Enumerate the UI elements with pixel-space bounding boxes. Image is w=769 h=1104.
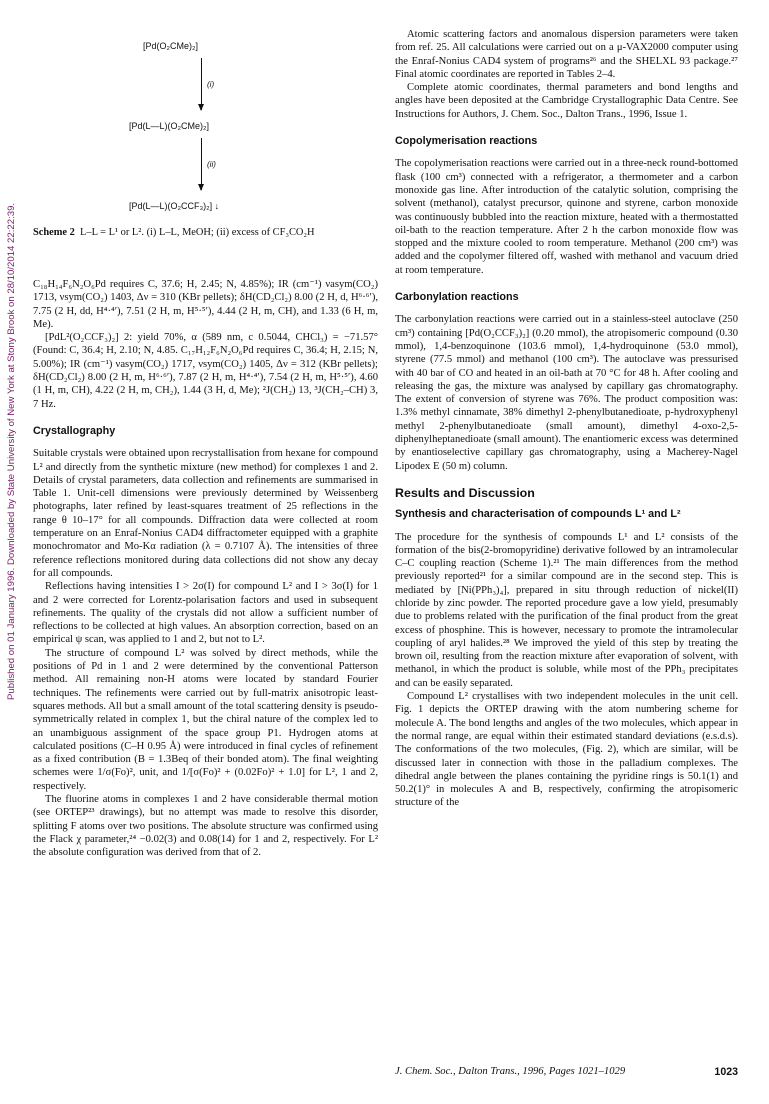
heading-synthesis: Synthesis and characterisation of compounds L¹ and L²	[395, 508, 681, 521]
heading-results-discussion: Results and Discussion	[395, 485, 535, 500]
crystallography-paragraph-2: Reflections having intensities I > 2σ(I) for compound L² and I > 3σ(I) for 1 and 2 were corrected for Lorentz-polarisation factors and used in subsequent refinements. The quality of the crystals did not allow a sufficient number of reflections to be collected at high values. An absorption correction, based on an empirical ψ scan, was applied to 1 and 2, but not to L².	[33, 581, 378, 646]
deposition-paragraph: Complete atomic coordinates, thermal parameters and bond lengths and angles have been deposited at the Cambridge Crystallographic Data Centre. See Instructions for Authors, J. Chem. Soc., Dalton Trans., 1996, Issue 1.	[395, 82, 738, 120]
analysis-paragraph-2: [PdL²(O₂CCF₃)₂] 2: yield 70%, α (589 nm, c 0.5044, CHCl₃) = −71.57° (Found: C, 36.4; H, 2.10; N, 4.85. C₁₇H₁₂F₆N₂O₆Pd requires C, 36.4; H, 2.15; N, 5.00%); IR (cm⁻¹) νasym(CO₂) 1717, νsym(CO₂) 1405, Δν = 312 (KBr pellets); δH(CD₂Cl₂) 8.00 (2 H, m, H⁶·⁶′), 7.87 (2 H, m, H⁴·⁴′), 7.54 (2 H, m, H⁵·⁵′), 4.60 (1 H, m, CH), 4.22 (2 H, m, CH₂), 1.44 (3 H, d, Me); ²J(CH₂) 13, ³J(CH₂–CH) 3, 7 Hz.	[33, 332, 378, 410]
scheme-caption-text: L–L = L¹ or L². (i) L–L, MeOH; (ii) excess of CF₃CO₂H	[80, 227, 315, 238]
crystallography-paragraph-1: Suitable crystals were obtained upon recrystallisation from hexane for compound L² and directly from the synthetic mixture (new method) for complexes 1 and 2. Details of crystal parameters, data collection and refinements are summarised in Table 1. Unit-cell dimensions were previously determined by Weissenberg photographs, later refined by least-squares treatment of 25 reflections in the range θ 10–17° for all compounds. Diffraction data were collected at room temperature on an Enraf-Nonius CAD4 diffractometer equipped with a graphite monochromator and Mo-Kα radiation (λ = 0.7107 Å). The intensities of three reference reflections monitored during data collections did not show any decay for all compounds.	[33, 448, 378, 579]
heading-crystallography: Crystallography	[33, 424, 116, 437]
carbonylation-paragraph: The carbonylation reactions were carried out in a stainless-steel autoclave (250 cm³) containing [Pd(O₂CCF₃)₂] (0.20 mmol), the atropisomeric compound (0.30 mmol), 1,4-benzoquinone (103.6 mmol), 1,4-hydroquinone (53.0 mmol), styrene (77.5 mmol) and methanol (100 cm³). The autoclave was pressurised with 40 bar of CO and heated in an oil-bath at 70 °C for 48 h. After cooling and releasing the gas, the mixture was analysed by capillary gas chromatography. The extent of conversion of styrene was 76%. The product composition was: 1.3% methyl cinnamate, 38% dimethyl 2-phenylbutanedioate, p-hydroxyphenyl methyl 2-phenylbutanedioate (small amount), dimethyl 4-oxo-2,5-diphenylheptanedioate (small amount). The enantiomeric excess was determined by enantioselective capillary gas chromatography, using a Macherey-Nagel Lipodex E (50 m) column.	[395, 314, 738, 472]
scheme-compound-2: [Pd(L—L)(O₂CMe)₂]	[129, 121, 209, 131]
synthesis-paragraph-1: The procedure for the synthesis of compounds L¹ and L² consists of the formation of the bis(2-bromopyridine) derivative followed by an intramolecular C–C coupling reaction (Scheme 1).²¹ The main differences from the method previously reported²¹ for a similar compound are in the second step. This is mediated by [Ni(PPh₃)₄], prepared in situ through reduction of nickel(II) chloride by zinc powder. The reported procedure gave a low yield, presumably due to problems related with the purification of the final product from the great excess of phosphine. This is however, necessary to promote the intramolecular coupling of aryl halides.²⁸ We improved the yield of this step by treating the brown oil, resulting from the reaction mixture after evaporation of solvent, with methanol, in which the product is soluble, while most of the PPh₃ precipitates and can be easily separated.	[395, 531, 738, 689]
scheme-compound-3: [Pd(L—L)(O₂CCF₃)₂] ↓	[129, 201, 220, 211]
reaction-arrow-2	[201, 138, 202, 190]
page-footer	[395, 1066, 738, 1077]
scheme-caption-label: Scheme 2	[33, 227, 75, 238]
scheme-caption	[33, 226, 378, 239]
watermark-text: Published on 01 January 1996. Downloaded by State University of New York at Stony Brook on 28/10/2014 22:22:39.	[6, 202, 17, 700]
download-watermark	[6, 140, 22, 700]
heading-carbonylation: Carbonylation reactions	[395, 291, 519, 304]
analysis-paragraph-1: C₁₈H₁₄F₆N₂O₆Pd requires C, 37.6; H, 2.45; N, 4.85%); IR (cm⁻¹) νasym(CO₂) 1713, νsym(CO₂) 1403, Δν = 310 (KBr pellets); δH(CD₂Cl₂) 8.00 (2 H, d, H⁶·⁶′), 7.75 (2 H, dd, H⁴·⁴′), 7.51 (2 H, m, H⁵·⁵′), 4.44 (2 H, m, CH), and 1.33 (6 H, m, Me).	[33, 279, 378, 330]
reaction-arrow-1	[201, 58, 202, 110]
crystallography-paragraph-4: The fluorine atoms in complexes 1 and 2 have considerable thermal motion (see ORTEP²³ drawings), but no attempt was made to resolve this disorder, splitting F atoms over two positions. The absolute structure was confirmed using the Flack χ parameter,²⁴ −0.02(3) and 0.08(14) for 1 and 2, respectively. For L² the absolute configuration was derived from that of 2.	[33, 793, 378, 859]
scheme-2-figure	[33, 28, 378, 278]
scheme-compound-1: [Pd(O₂CMe)₂]	[143, 41, 198, 51]
left-column	[33, 28, 378, 859]
scheme-step-i: (i)	[207, 80, 215, 89]
synthesis-paragraph-2: Compound L² crystallises with two independent molecules in the unit cell. Fig. 1 depicts the ORTEP drawing with the atom numbering scheme for molecule A. The bond lengths and angles of the two molecules, which appear in the normal range, are equal within their estimated standard deviations (e.s.d.s). The conformations of the two molecules, (Fig. 2), which are similar, will be discussed later in connection with those in the palladium complexes. The dihedral angle between the planes containing the pyridine rings is 50.1(1) and 50.2(1)° in molecules A and B, respectively, confirming the atropisomeric structure of the	[395, 691, 738, 809]
journal-citation: J. Chem. Soc., Dalton Trans., 1996, Pages 1021–1029	[395, 1066, 626, 1077]
right-column	[395, 28, 738, 810]
copolymerisation-paragraph: The copolymerisation reactions were carried out in a three-neck round-bottomed flask (100 cm³) connected with a refrigerator, a thermometer and a carbon monoxide gas line. After introduction of the catalytic solution, comprising the solvent (methanol), catalyst precursor, quinone and styrene, carbon monoxide was continuously bubbled into the reaction mixture, heated with a thermostatted oil-bath to the reaction temperature. After 2 h the carbon monoxide flow was stopped and the mixture cooled to room temperature. Methanol (200 cm³) was added and the copolymer filtered off, washed with methanol and vacuum dried at room temperature.	[395, 158, 738, 276]
crystallography-paragraph-3: The structure of compound L² was solved by direct methods, while the positions of Pd in 1 and 2 were determined by the conventional Patterson method. All remaining non-H atoms were located by standard Fourier techniques. The refinements were carried out by full-matrix anisotropic least-squares methods. All but a small amount of the total scattering density is pseudo-symmetrically related in complex 1, but the chiral nature of the complex led to an unambiguous assignment of the space group P1. Hydrogen atoms at calculated positions (C–H 0.95 Å) were introduced in final cycles of refinement as a fixed contribution (B = 1.3Beq of their bonded atom). The final weighting schemes were 1/σ(Fo)², unit, and 1/[σ(Fo)² + (0.02Fo)² + 1.0] for L², 1 and 2, respectively.	[33, 647, 378, 792]
heading-copolymerisation: Copolymerisation reactions	[395, 135, 538, 148]
page-number: 1023	[714, 1066, 738, 1078]
scheme-step-ii: (ii)	[207, 160, 216, 169]
scattering-paragraph: Atomic scattering factors and anomalous dispersion parameters were taken from ref. 25. All calculations were carried out on a μ-VAX2000 computer using the Enraf-Nonius CAD4 system of programs²⁶ and the SHELXL 93 package.²⁷ Final atomic coordinates are reported in Tables 2–4.	[395, 29, 738, 80]
